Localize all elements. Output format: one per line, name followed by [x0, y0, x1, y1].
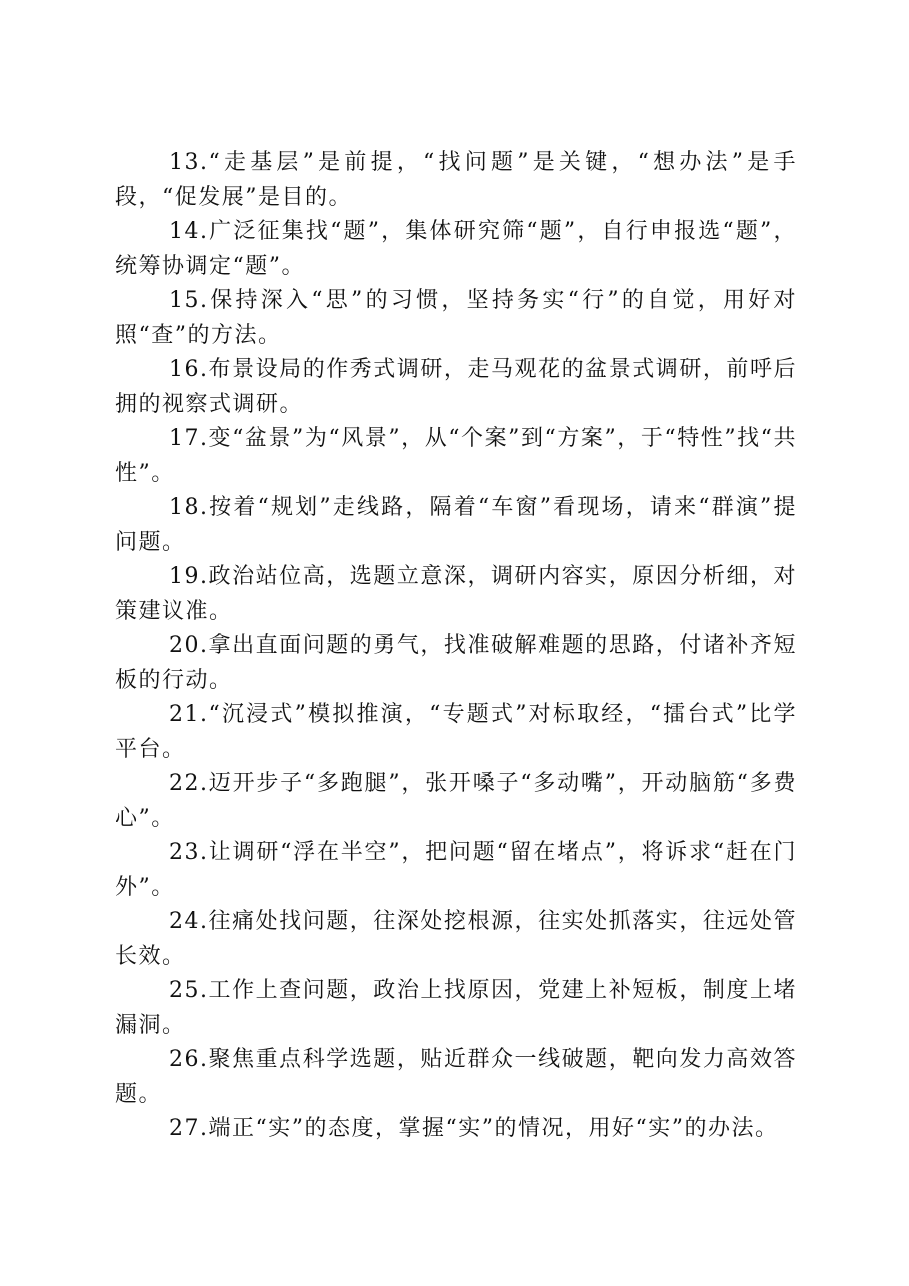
- paragraph-27: 27.端正“实”的态度，掌握“实”的情况，用好“实”的办法。: [169, 1116, 779, 1141]
- paragraph-22: 22.迈开步子“多跑腿”，张开嗓子“多动嘴”，开动脑筋“多费心”。: [115, 771, 797, 831]
- paragraph-24: 24.往痛处找问题，往深处挖根源，往实处抓落实，往远处管长效。: [115, 909, 797, 969]
- paragraph-18: 18.按着“规划”走线路，隔着“车窗”看现场，请来“群演”提问题。: [115, 495, 797, 555]
- paragraph-19: 19.政治站位高，选题立意深，调研内容实，原因分析细，对策建议准。: [115, 564, 797, 624]
- paragraph-21: 21.“沉浸式”模拟推演，“专题式”对标取经，“擂台式”比学平台。: [115, 702, 797, 762]
- paragraph-17: 17.变“盆景”为“风景”，从“个案”到“方案”，于“特性”找“共性”。: [115, 426, 797, 486]
- paragraph-16: 16.布景设局的作秀式调研，走马观花的盆景式调研，前呼后拥的视察式调研。: [115, 357, 797, 417]
- paragraph-14: 14.广泛征集找“题”，集体研究筛“题”，自行申报选“题”，统筹协调定“题”。: [115, 219, 797, 279]
- document-body: [115, 146, 797, 1147]
- paragraph-20: 20.拿出直面问题的勇气，找准破解难题的思路，付诸补齐短板的行动。: [115, 633, 797, 693]
- paragraph-15: 15.保持深入“思”的习惯，坚持务实“行”的自觉，用好对照“查”的方法。: [115, 288, 797, 348]
- paragraph-26: 26.聚焦重点科学选题，贴近群众一线破题，靶向发力高效答题。: [115, 1047, 797, 1107]
- paragraph-13: 13.“走基层”是前提，“找问题”是关键，“想办法”是手段，“促发展”是目的。: [115, 150, 797, 210]
- paragraph-25: 25.工作上查问题，政治上找原因，党建上补短板，制度上堵漏洞。: [115, 978, 797, 1038]
- paragraph-23: 23.让调研“浮在半空”，把问题“留在堵点”，将诉求“赶在门外”。: [115, 840, 797, 900]
